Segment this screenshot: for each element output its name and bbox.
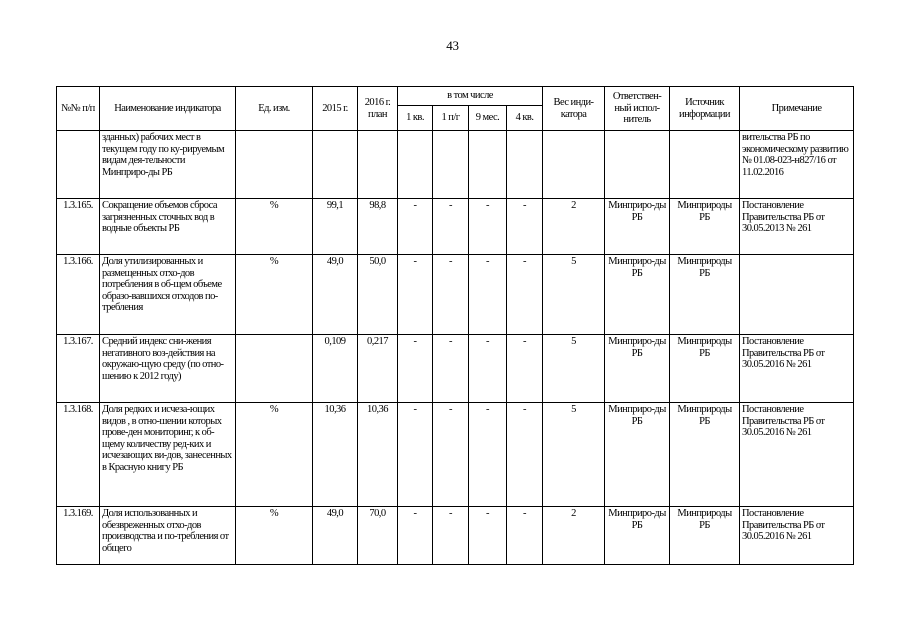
row-num: 1.3.167.: [57, 335, 100, 403]
row-weight: 5: [543, 255, 605, 335]
row-name: Доля утилизированных и размещенных отхо-дов потребления в об-щем объеме образо-вавшихся отходов по-требления: [100, 255, 236, 335]
row-source: Минприроды РБ: [670, 199, 740, 255]
header-including: в том числе: [398, 87, 543, 106]
row-source: Минприроды РБ: [670, 335, 740, 403]
row-q4: -: [507, 403, 543, 507]
row-source: Минприроды РБ: [670, 507, 740, 565]
row-2016: 98,8: [358, 199, 398, 255]
row-unit: %: [236, 199, 313, 255]
header-9m: 9 мес.: [469, 106, 507, 131]
row-responsible: Минприро-ды РБ: [605, 199, 670, 255]
row-unit: [236, 131, 313, 199]
header-2015: 2015 г.: [313, 87, 358, 131]
row-note: Постановление Правительства РБ от 30.05.2016 № 261: [740, 403, 854, 507]
row-q4: [507, 131, 543, 199]
row-q1: -: [398, 255, 433, 335]
row-weight: 5: [543, 403, 605, 507]
header-2016-plan: 2016 г. план: [358, 87, 398, 131]
row-2016: 70,0: [358, 507, 398, 565]
row-h1: -: [433, 403, 469, 507]
row-unit: %: [236, 507, 313, 565]
row-2015: 0,109: [313, 335, 358, 403]
row-q1: -: [398, 199, 433, 255]
header-h1: 1 п/г: [433, 106, 469, 131]
row-source: Минприроды РБ: [670, 255, 740, 335]
row-name: Доля использованных и обезвреженных отхо-дов производства и по-требления от общего: [100, 507, 236, 565]
row-note: Постановление Правительства РБ от 30.05.2013 № 261: [740, 199, 854, 255]
header-num: №№ п/п: [57, 87, 100, 131]
row-source: Минприроды РБ: [670, 403, 740, 507]
header-q1: 1 кв.: [398, 106, 433, 131]
row-2016: 10,36: [358, 403, 398, 507]
row-q4: -: [507, 199, 543, 255]
row-2016: 0,217: [358, 335, 398, 403]
row-source: [670, 131, 740, 199]
row-num: 1.3.165.: [57, 199, 100, 255]
header-name: Наименование индикатора: [100, 87, 236, 131]
row-num: 1.3.169.: [57, 507, 100, 565]
row-responsible: Минприро-ды РБ: [605, 507, 670, 565]
row-2015: 49,0: [313, 507, 358, 565]
row-h1: -: [433, 335, 469, 403]
page-number: 43: [446, 38, 459, 53]
row-h1: -: [433, 255, 469, 335]
row-name: Сокращение объемов сброса загрязненных сточных вод в водные объекты РБ: [100, 199, 236, 255]
row-9m: -: [469, 403, 507, 507]
header-unit: Ед. изм.: [236, 87, 313, 131]
header-weight: Вес инди-катора: [543, 87, 605, 131]
header-responsible: Ответствен-ный испол-нитель: [605, 87, 670, 131]
row-q4: -: [507, 335, 543, 403]
row-h1: [433, 131, 469, 199]
table-row: [57, 199, 854, 255]
indicators-table: [56, 86, 854, 565]
table-row: [57, 335, 854, 403]
row-responsible: Минприро-ды РБ: [605, 255, 670, 335]
header-source: Источник информации: [670, 87, 740, 131]
row-2016: [358, 131, 398, 199]
table-body: [57, 131, 854, 565]
header-q4: 4 кв.: [507, 106, 543, 131]
row-2016: 50,0: [358, 255, 398, 335]
row-name: Средний индекс сни-жения негативного воз-действия на окружаю-щую среду (по отно-шению к 2012 году): [100, 335, 236, 403]
row-9m: [469, 131, 507, 199]
row-q1: -: [398, 335, 433, 403]
row-weight: 5: [543, 335, 605, 403]
row-note: Постановление Правительства РБ от 30.05.2016 № 261: [740, 507, 854, 565]
header-note: Примечание: [740, 87, 854, 131]
row-h1: -: [433, 507, 469, 565]
row-unit: %: [236, 255, 313, 335]
row-num: 1.3.166.: [57, 255, 100, 335]
row-q1: -: [398, 403, 433, 507]
row-weight: [543, 131, 605, 199]
table-row: [57, 507, 854, 565]
row-weight: 2: [543, 507, 605, 565]
row-q1: [398, 131, 433, 199]
row-weight: 2: [543, 199, 605, 255]
row-h1: -: [433, 199, 469, 255]
row-2015: [313, 131, 358, 199]
table-row: [57, 131, 854, 199]
table-header: [57, 87, 854, 131]
row-2015: 10,36: [313, 403, 358, 507]
row-9m: -: [469, 335, 507, 403]
row-unit: [236, 335, 313, 403]
row-9m: -: [469, 199, 507, 255]
row-unit: %: [236, 403, 313, 507]
row-name: Доля редких и исчеза-ющих видов , в отно-шении которых прове-ден мониторинг, к об-щему количеству ред-ких и исчезающих ви-дов, занесенных в Красную книгу РБ: [100, 403, 236, 507]
row-note: вительства РБ по экономическому развитию № 01.08-023-н827/16 от 11.02.2016: [740, 131, 854, 199]
row-responsible: [605, 131, 670, 199]
row-9m: -: [469, 507, 507, 565]
row-q4: -: [507, 507, 543, 565]
row-name: зданных) рабочих мест в текущем году по ку-рируемым видам дея-тельности Минприро-ды РБ: [100, 131, 236, 199]
table-row: [57, 403, 854, 507]
row-9m: -: [469, 255, 507, 335]
table-row: [57, 255, 854, 335]
row-2015: 49,0: [313, 255, 358, 335]
row-note: [740, 255, 854, 335]
row-q1: -: [398, 507, 433, 565]
row-num: [57, 131, 100, 199]
row-note: Постановление Правительства РБ от 30.05.2016 № 261: [740, 335, 854, 403]
row-responsible: Минприро-ды РБ: [605, 335, 670, 403]
row-responsible: Минприро-ды РБ: [605, 403, 670, 507]
row-2015: 99,1: [313, 199, 358, 255]
row-q4: -: [507, 255, 543, 335]
row-num: 1.3.168.: [57, 403, 100, 507]
